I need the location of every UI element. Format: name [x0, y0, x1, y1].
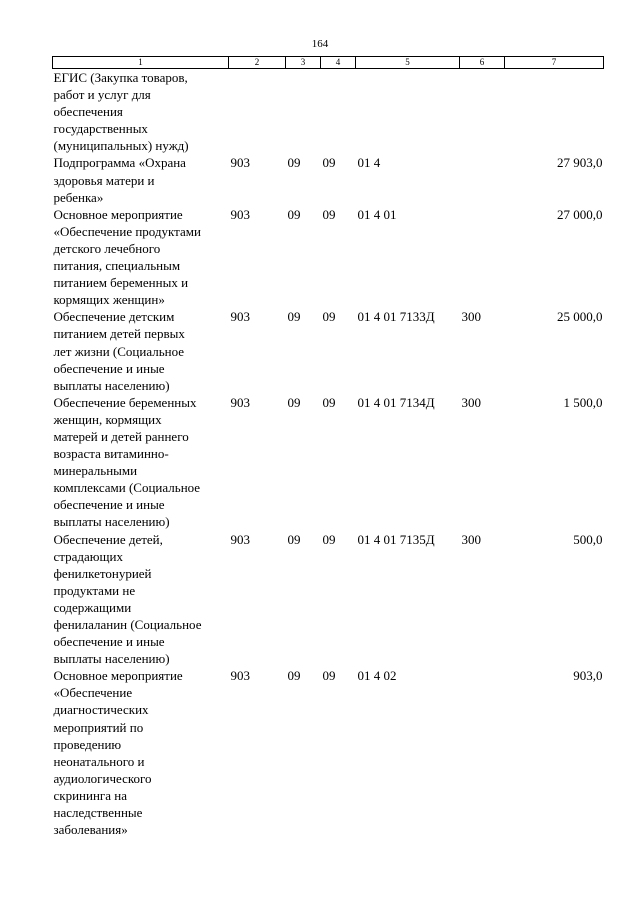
- subsection-code-cell: 09: [322, 668, 336, 684]
- target-article-cell: 01 4: [357, 155, 381, 171]
- expense-type-cell: 300: [461, 309, 481, 325]
- item-name-line: Основное мероприятие: [53, 668, 183, 684]
- subsection-code-cell: 09: [322, 206, 336, 222]
- item-name-cell: [53, 308, 229, 393]
- target-article-cell: 01 4 01: [357, 206, 397, 222]
- item-name-line: выплаты населению): [53, 377, 170, 393]
- table-row: [53, 667, 604, 838]
- expense-type-cell: [460, 154, 505, 205]
- item-name-line: диагностических: [53, 702, 149, 718]
- item-name-line: фенилаланин (Социальное: [53, 617, 202, 632]
- table-row: [53, 531, 604, 668]
- header-col-4: 4: [321, 57, 356, 69]
- section-code-cell: 09: [287, 206, 301, 222]
- subsection-code-cell: 09: [322, 155, 336, 171]
- expense-type-cell: 300: [461, 394, 481, 410]
- item-name-cell: [53, 531, 229, 668]
- table-row: [53, 154, 604, 205]
- item-name-line: обеспечение и иные: [53, 634, 165, 650]
- item-name-line: здоровья матери и: [53, 172, 155, 188]
- item-name-line: обеспечение и иные: [53, 497, 165, 513]
- target-article-cell: 01 4 01 7134Д: [357, 394, 435, 410]
- target-article-cell: 01 4 01 7135Д: [357, 531, 435, 547]
- item-name-line: проведению: [53, 736, 122, 752]
- item-name-line: наследственные: [53, 805, 143, 821]
- item-name-line: содержащими: [53, 599, 132, 615]
- item-name-line: ЕГИС (Закупка товаров,: [53, 70, 188, 85]
- item-name-line: возраста витаминно-: [53, 446, 169, 462]
- amount-cell: 500,0: [573, 531, 603, 547]
- table-row: [53, 308, 604, 393]
- item-name-line: государственных: [53, 121, 148, 137]
- item-name-line: кормящих женщин»: [53, 292, 165, 308]
- item-name-line: скрининга на: [53, 787, 127, 803]
- header-col-2: 2: [229, 57, 286, 69]
- item-name-line: фенилкетонурией: [53, 565, 152, 581]
- expense-type-cell: [460, 206, 505, 309]
- section-code-cell: [286, 69, 321, 155]
- header-row: [53, 57, 604, 69]
- amount-cell: 903,0: [573, 668, 603, 684]
- item-name-line: «Обеспечение: [53, 685, 133, 701]
- item-name-line: ребенка»: [53, 189, 104, 205]
- ministry-code-cell: 903: [230, 309, 250, 325]
- item-name-cell: [53, 667, 229, 838]
- item-name-line: минеральными: [53, 463, 138, 479]
- table-header: [53, 57, 604, 69]
- amount-cell: 27 903,0: [557, 155, 603, 171]
- item-name-line: обеспечение и иные: [53, 360, 165, 376]
- table-row: [53, 206, 604, 309]
- ministry-code-cell: 903: [230, 155, 250, 171]
- amount-cell: 25 000,0: [557, 309, 603, 325]
- item-name-line: питанием беременных и: [53, 275, 189, 291]
- header-col-1: 1: [53, 57, 229, 69]
- budget-table: [52, 56, 604, 838]
- section-code-cell: 09: [287, 309, 301, 325]
- amount-cell: 27 000,0: [557, 206, 603, 222]
- item-name-line: питанием детей первых: [53, 326, 185, 342]
- item-name-line: лет жизни (Социальное: [53, 343, 185, 359]
- expense-type-cell: [460, 69, 505, 155]
- header-col-3: 3: [286, 57, 321, 69]
- target-article-cell: 01 4 02: [357, 668, 397, 684]
- item-name-cell: [53, 206, 229, 309]
- item-name-line: аудиологического: [53, 770, 152, 786]
- table-body: [53, 69, 604, 839]
- amount-cell: [505, 69, 604, 155]
- amount-cell: 1 500,0: [563, 394, 603, 410]
- target-article-cell: [356, 69, 460, 155]
- item-name-line: питания, специальным: [53, 258, 181, 274]
- item-name-line: неонатального и: [53, 753, 145, 769]
- ministry-code-cell: 903: [230, 206, 250, 222]
- expense-type-cell: [460, 667, 505, 838]
- ministry-code-cell: 903: [230, 668, 250, 684]
- subsection-code-cell: 09: [322, 394, 336, 410]
- item-name-line: женщин, кормящих: [53, 411, 162, 427]
- item-name-line: работ и услуг для: [53, 87, 151, 103]
- item-name-line: страдающих: [53, 548, 123, 564]
- section-code-cell: 09: [287, 394, 301, 410]
- section-code-cell: 09: [287, 531, 301, 547]
- ministry-code-cell: 903: [230, 394, 250, 410]
- subsection-code-cell: 09: [322, 309, 336, 325]
- item-name-line: Обеспечение детей,: [53, 531, 163, 547]
- item-name-cell: [53, 154, 229, 205]
- item-name-line: «Обеспечение продуктами: [53, 223, 201, 239]
- table-row: [53, 69, 604, 155]
- item-name-cell: [53, 394, 229, 531]
- item-name-line: Подпрограмма «Охрана: [53, 155, 186, 171]
- header-col-7: 7: [505, 57, 604, 69]
- item-name-cell: [53, 69, 229, 155]
- subsection-code-cell: [321, 69, 356, 155]
- ministry-code-cell: 903: [230, 531, 250, 547]
- item-name-line: детского лечебного: [53, 240, 161, 256]
- target-article-cell: 01 4 01 7133Д: [357, 309, 435, 325]
- table-row: [53, 394, 604, 531]
- expense-type-cell: 300: [461, 531, 481, 547]
- item-name-line: Обеспечение беременных: [53, 394, 197, 410]
- header-col-6: 6: [460, 57, 505, 69]
- ministry-code-cell: [229, 69, 286, 155]
- item-name-line: Обеспечение детским: [53, 309, 175, 325]
- item-name-line: комплексами (Социальное: [53, 480, 201, 496]
- item-name-line: заболевания»: [53, 822, 128, 838]
- item-name-line: Основное мероприятие: [53, 206, 183, 222]
- item-name-line: матерей и детей раннего: [53, 428, 189, 444]
- page-number: 164: [311, 38, 329, 50]
- item-name-line: выплаты населению): [53, 514, 170, 530]
- item-name-line: мероприятий по: [53, 719, 144, 735]
- section-code-cell: 09: [287, 668, 301, 684]
- item-name-line: обеспечения: [53, 104, 123, 120]
- item-name-line: (муниципальных) нужд): [53, 138, 189, 154]
- subsection-code-cell: 09: [322, 531, 336, 547]
- header-col-5: 5: [356, 57, 460, 69]
- section-code-cell: 09: [287, 155, 301, 171]
- item-name-line: продуктами не: [53, 582, 136, 598]
- item-name-line: выплаты населению): [53, 651, 170, 667]
